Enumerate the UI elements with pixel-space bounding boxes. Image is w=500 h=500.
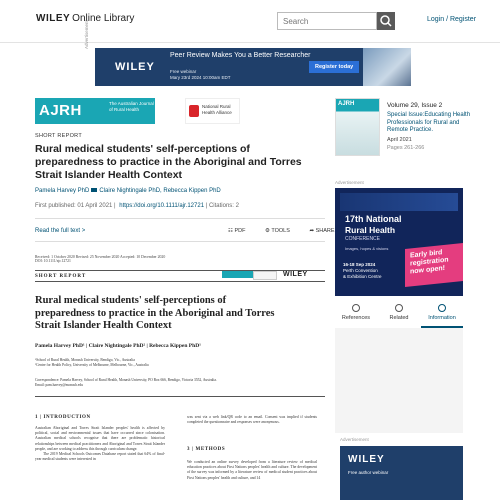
journal-logo[interactable] xyxy=(35,98,155,124)
pdf-rule xyxy=(35,396,325,397)
ad-label: Advertisement xyxy=(335,180,364,185)
ad-line-2: Rural Health xyxy=(345,225,396,235)
ad-map-graphic xyxy=(340,193,458,211)
tab-label: Information xyxy=(428,315,456,321)
tab-references[interactable] xyxy=(335,302,377,326)
tab-label: Related xyxy=(389,315,409,321)
ad-photo xyxy=(363,48,411,86)
read-full-text-link[interactable]: Read the full text > xyxy=(35,228,86,234)
pdf-col2-a: was sent via a web link/QR code to an email. Consent was implied if students completed the questionnaire and responses were anonymous. xyxy=(187,415,317,425)
partner-name: National Rural Health Alliance xyxy=(202,104,232,115)
brand: WILEY xyxy=(36,13,71,24)
pdf-publisher: WILEY xyxy=(283,271,308,278)
ad-brand: WILEY xyxy=(115,61,155,73)
pdf-dates: Received: 1 October 2020 Revised: 25 November 2020 Accepted: 10 December 2020 xyxy=(35,255,166,259)
pdf-para-2: The 2019 Medical Schools Outcomes Database report stated that 64% of final-year medical students were interested in xyxy=(35,452,165,462)
ad-line-1: 17th National xyxy=(345,214,402,224)
pdf-title: Rural medical students' self-perceptions of preparedness to practice in the Aboriginal and Torres Strait Islander Health Context xyxy=(35,295,275,331)
pdf-rule xyxy=(35,270,325,271)
pdf-article-type: SHORT REPORT xyxy=(35,274,87,279)
article-tools xyxy=(228,228,353,234)
pdf-preview xyxy=(35,250,325,500)
pdf-partner-logo xyxy=(253,271,277,280)
ad-label: Advertisement xyxy=(84,20,89,49)
published-date: 01 April 2021 xyxy=(77,203,113,209)
article-type: SHORT REPORT xyxy=(35,133,82,139)
pdf-email: Email: pam.harvey@monash.edu xyxy=(35,383,83,387)
ad-venue2: & Exhibition Centre xyxy=(343,274,382,279)
search-icon xyxy=(377,12,395,30)
ad-line1: Free webinar xyxy=(170,69,197,74)
ad-headline: Peer Review Makes You a Better Researcher xyxy=(170,52,311,59)
share-label: SHARE xyxy=(315,228,335,234)
references-icon xyxy=(352,304,360,312)
divider xyxy=(35,241,325,242)
pdf-correspondence xyxy=(35,378,315,388)
pdf-aff2: ²Centre for Health Policy, University of Melbourne, Melbourne, Vic., Australia xyxy=(35,363,149,367)
bottom-ad[interactable] xyxy=(340,446,463,500)
search-input[interactable] xyxy=(277,12,377,30)
special-issue-link[interactable]: Special Issue:Educating Health Professionals for Rural and Remote Practice. xyxy=(387,112,471,133)
ad-line2: Mary 23rd 2024 10:00am EDT xyxy=(170,74,231,80)
info-icon xyxy=(438,304,446,312)
ad-date: 16-18 Sep 2024 xyxy=(343,262,376,267)
ad3-line: Free author webinar xyxy=(348,470,389,475)
tab-panel xyxy=(335,328,463,433)
related-icon xyxy=(395,304,403,312)
partner-logo[interactable] xyxy=(185,98,240,124)
issue-pages: Pages 261-266 xyxy=(387,145,425,151)
pdf-section-methods: 3 | METHODS xyxy=(187,447,226,452)
ad-line-4: Images, hopes & visions xyxy=(345,246,389,251)
ad3-brand: WILEY xyxy=(348,454,385,465)
pdf-meta xyxy=(35,255,325,263)
ad-details xyxy=(170,69,231,80)
pdf-label: PDF xyxy=(234,228,246,234)
author-link[interactable]: Pamela Harvey PhD xyxy=(35,188,90,194)
author-links[interactable]: Claire Nightingale PhD, Rebecca Kippen PhD xyxy=(99,188,221,194)
journal-logo-text: AJRH xyxy=(39,102,82,119)
tools-button[interactable]: ⚙ TOOLS xyxy=(265,228,290,234)
register-button[interactable]: Register today xyxy=(309,61,359,73)
search-button[interactable] xyxy=(377,12,395,30)
article-title: Rural medical students' self-perceptions of preparedness to practice in the Aboriginal and Torres Strait Islander Health Context xyxy=(35,143,302,181)
ad-dates xyxy=(343,262,382,280)
published-label: First published: xyxy=(35,203,76,209)
early-bird-badge xyxy=(405,243,463,287)
pdf-corr: Correspondence: Pamela Harvey, School of Rural Health, Monash University, PO Box 666, Bendigo, Victoria 3552, Australia. xyxy=(35,378,217,382)
pdf-rule xyxy=(35,281,325,282)
issue-date: April 2021 xyxy=(387,137,412,143)
pdf-button[interactable]: ☷ PDF xyxy=(228,228,246,234)
publication-info: First published: 01 April 2021 | https://doi.org/10.1111/ajr.12721 | Citations: 2 xyxy=(35,203,239,209)
citations-link[interactable]: Citations: 2 xyxy=(208,203,239,209)
brand-suffix: Online Library xyxy=(72,13,135,24)
login-register-link[interactable]: Login / Register xyxy=(427,16,477,23)
tab-related[interactable] xyxy=(378,302,420,326)
sidebar-tabs xyxy=(335,302,463,326)
tools-label: TOOLS xyxy=(271,228,290,234)
author-list xyxy=(35,188,221,194)
pdf-body-1 xyxy=(35,426,165,462)
issue-link[interactable]: Volume 29, Issue 2 xyxy=(387,102,443,109)
cover-text: AJRH xyxy=(338,101,355,107)
pdf-doi: DOI: 10.1111/ajr.12721 xyxy=(35,259,71,263)
pdf-col2-b: We conducted an online survey developed from a literature review of medical education practices about First Nations peoples' health and culture. The development of the survey was informed by a literature review of medical student practices about First Nations peoples' health and culture, and 14 xyxy=(187,460,317,480)
tab-label: References xyxy=(341,315,371,321)
tab-information[interactable] xyxy=(421,302,463,328)
early-bird-text: Early bird registration now open! xyxy=(410,249,449,276)
pdf-para-1: Australian Aboriginal and Torres Strait Islander peoples' health is affected by political, social and environmental issues that have occurred since colonisation. Australian medical schools recognise that there are problematic historical relationships between medical practitioners and Aboriginal and Torres Strait Islander people, and are working to address this through curriculum change. xyxy=(35,426,165,451)
conference-ad[interactable] xyxy=(335,188,463,296)
pdf-affiliations xyxy=(35,358,315,368)
partner-mark-icon xyxy=(189,105,199,117)
pdf-aff1: ¹School of Rural Health, Monash University, Bendigo, Vic., Australia xyxy=(35,358,135,362)
banner-ad[interactable] xyxy=(95,48,411,86)
pdf-section-intro: 1 | INTRODUCTION xyxy=(35,415,91,420)
ad-venue: Perth Convention xyxy=(343,268,378,273)
pdf-authors: Pamela Harvey PhD¹ | Claire Nightingale PhD² | Rebecca Kippen PhD¹ xyxy=(35,343,201,349)
divider xyxy=(35,218,325,219)
doi-link[interactable]: https://doi.org/10.1111/ajr.12721 xyxy=(119,203,205,209)
journal-logo-sub: The Australian Journal of Rural Health xyxy=(109,101,154,112)
email-icon[interactable] xyxy=(91,188,97,192)
journal-cover[interactable] xyxy=(335,98,380,156)
share-button[interactable]: ➦ SHARE xyxy=(309,228,335,234)
ad-line-3: CONFERENCE xyxy=(345,236,381,242)
ad-label: Advertisement xyxy=(340,437,369,442)
